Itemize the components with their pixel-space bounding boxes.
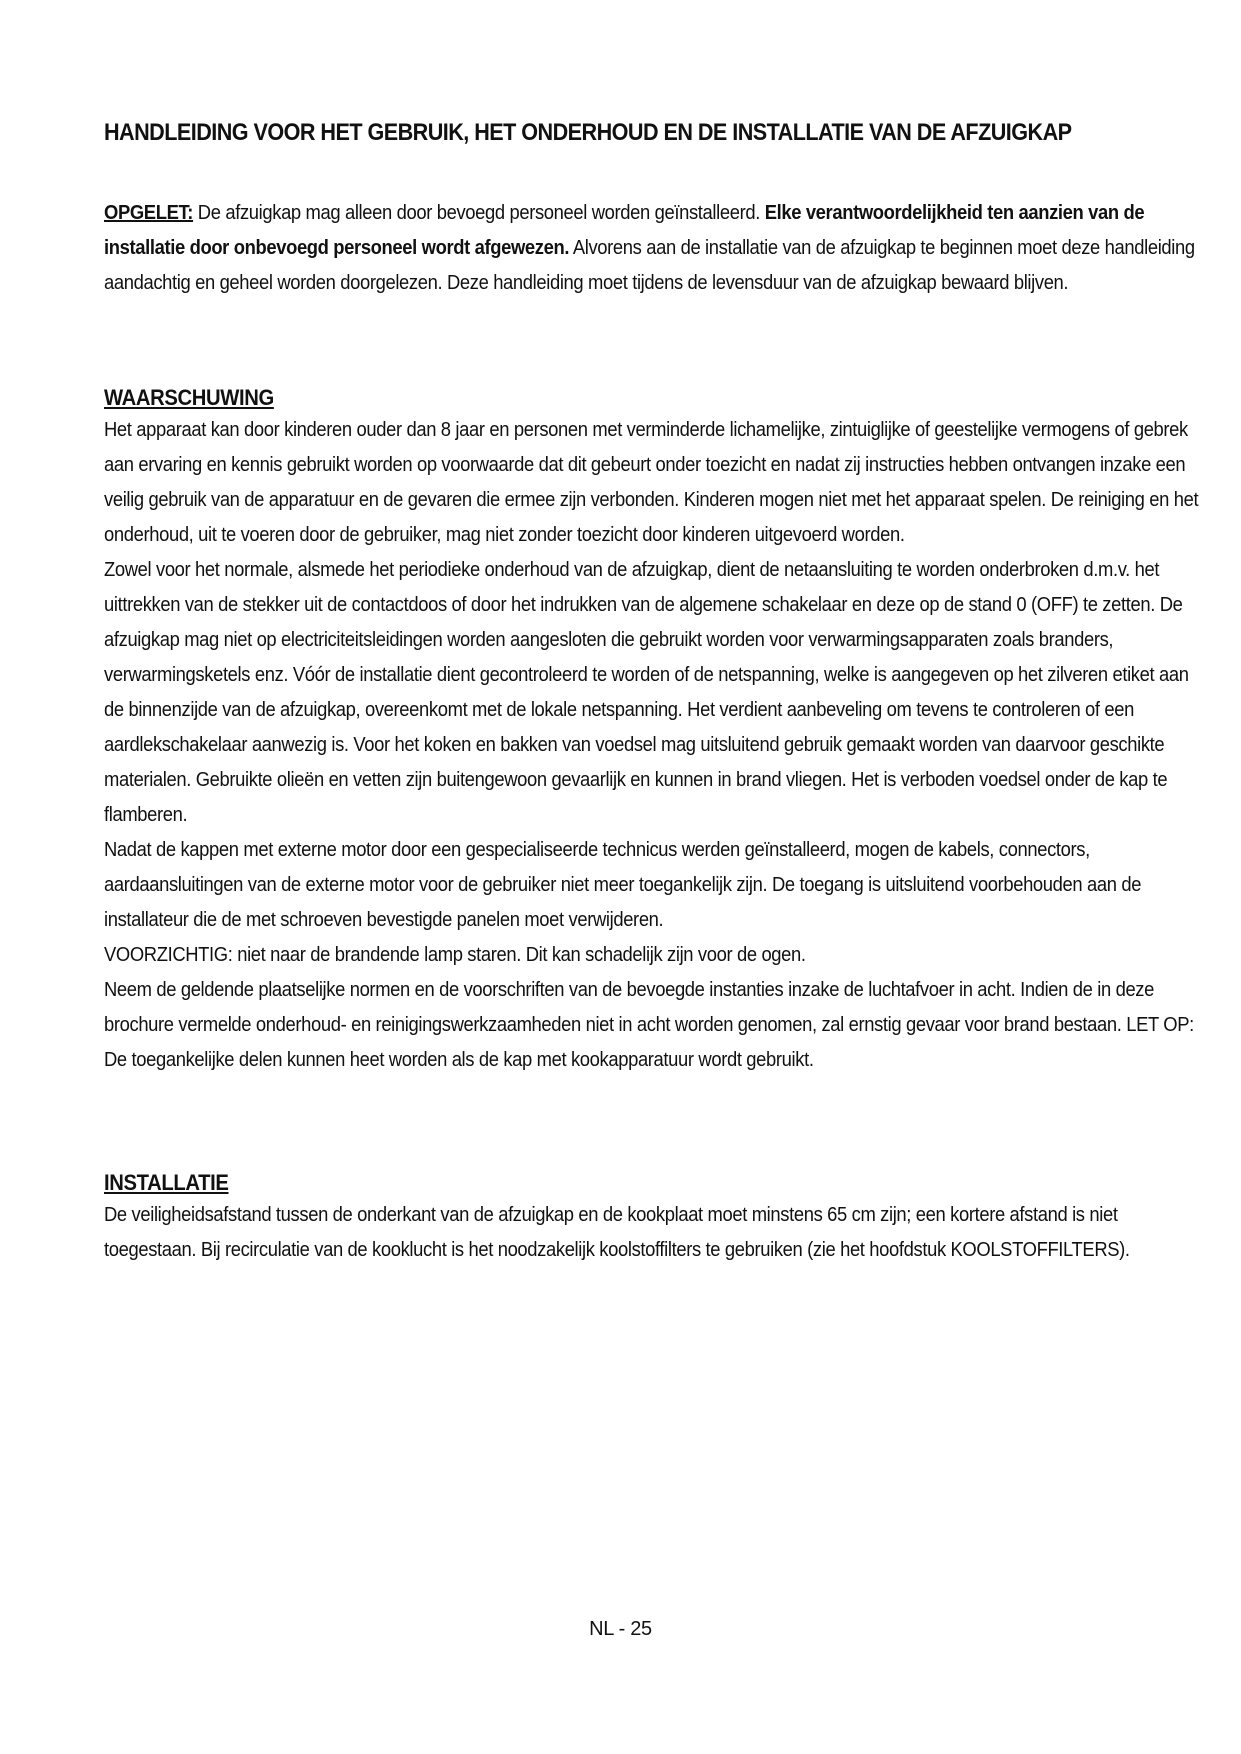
section-heading-installatie: INSTALLATIE	[104, 1170, 229, 1195]
intro-paragraph	[104, 196, 1199, 301]
waarschuwing-paragraph-4: VOORZICHTIG: niet naar de brandende lamp staren. Dit kan schadelijk zijn voor de ogen.	[104, 944, 806, 966]
spacer	[104, 301, 1200, 383]
intro-bold-text: Elke verantwoordelijkheid ten aanzien van de installatie door onbevoegd personeel wordt afgewezen.	[104, 202, 1145, 259]
waarschuwing-paragraph-5: Neem de geldende plaatselijke normen en de voorschriften van de bevoegde instanties inzake de luchtafvoer in acht. Indien de in deze brochure vermelde onderhoud- en reinigingswerkzaamheden niet in acht worden genomen, zal ernstig gevaar voor brand bestaan. LET OP: De toegankelijke delen kunnen heet worden als de kap met kookapparatuur wordt gebruikt.	[104, 979, 1194, 1071]
waarschuwing-paragraph-2: Zowel voor het normale, alsmede het periodieke onderhoud van de afzuigkap, dient de netaansluiting te worden onderbroken d.m.v. het uittrekken van de stekker uit de contactdoos of door het indrukken van de algemene schakelaar en deze op de stand 0 (OFF) te zetten. De afzuigkap mag niet op electriciteitsleidingen worden aangesloten die gebruikt worden voor verwarmingsapparaten zoals branders, verwarmingsketels enz. Vóór de installatie dient gecontroleerd te worden of de netspanning, welke is aangegeven op het zilveren etiket aan de binnenzijde van de afzuigkap, overeenkomt met de lokale netspanning. Het verdient aanbeveling om tevens te controleren of een aardlekschakelaar aanwezig is. Voor het koken en bakken van voedsel mag uitsluitend gebruik gemaakt worden van daarvoor geschikte materialen. Gebruikte olieën en vetten zijn buitengewoon gevaarlijk en kunnen in brand vliegen. Het is verboden voedsel onder de kap te flamberen.	[104, 559, 1189, 826]
page-number: NL - 25	[589, 1618, 652, 1640]
page-title: HANDLEIDING VOOR HET GEBRUIK, HET ONDERHOUD EN DE INSTALLATIE VAN DE AFZUIGKAP	[104, 119, 1072, 146]
intro-text-1: De afzuigkap mag alleen door bevoegd personeel worden geïnstalleerd.	[193, 202, 765, 224]
spacer	[104, 1078, 1200, 1168]
waarschuwing-paragraph-1: Het apparaat kan door kinderen ouder dan 8 jaar en personen met verminderde lichamelijke, zintuiglijke of geestelijke vermogens of gebrek aan ervaring en kennis gebruikt worden op voorwaarde dat dit gebeurt onder toezicht en nadat zij instructies hebben ontvangen inzake een veilig gebruik van de apparatuur en de gevaren die ermee zijn verbonden. Kinderen mogen niet met het apparaat spelen. De reiniging en het onderhoud, uit te voeren door de gebruiker, mag niet zonder toezicht door kinderen uitgevoerd worden.	[104, 419, 1199, 546]
intro-text-2: Alvorens aan de installatie van de afzuigkap te beginnen moet deze handleiding aandachtig en geheel worden doorgelezen. Deze handleiding moet tijdens de levensduur van de afzuigkap bewaard blijven.	[104, 237, 1195, 294]
warning-label: OPGELET:	[104, 202, 194, 224]
installatie-paragraph-1: De veiligheidsafstand tussen de onderkant van de afzuigkap en de kookplaat moet minstens 65 cm zijn; een kortere afstand is niet toegestaan. Bij recirculatie van de kooklucht is het noodzakelijk koolstoffilters te gebruiken (zie het hoofdstuk KOOLSTOFFILTERS).	[104, 1204, 1130, 1261]
waarschuwing-paragraph-3: Nadat de kappen met externe motor door een gespecialiseerde technicus werden geïnstalleerd, mogen de kabels, connectors, aardaansluitingen van de externe motor voor de gebruiker niet meer toegankelijk zijn. De toegang is uitsluitend voorbehouden aan de installateur die de met schroeven bevestigde panelen moet verwijderen.	[104, 839, 1142, 931]
document-page	[104, 118, 1200, 1268]
section-heading-waarschuwing: WAARSCHUWING	[104, 385, 274, 410]
